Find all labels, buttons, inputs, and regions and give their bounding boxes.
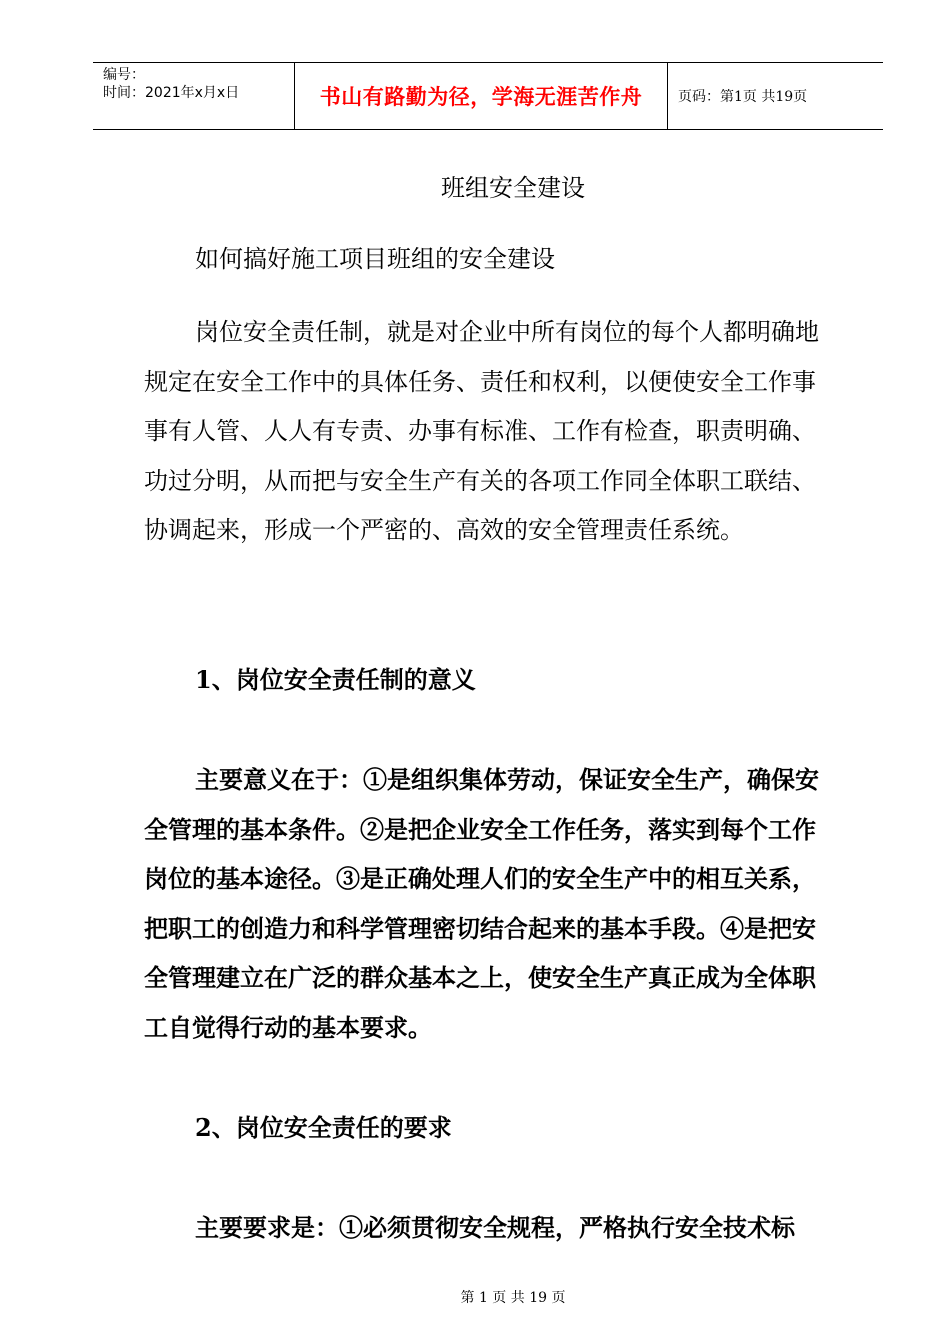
section-heading-2: 2、岗位安全责任的要求 <box>195 1113 452 1142</box>
number-label: 编号： <box>103 67 145 83</box>
paragraph-2 <box>144 755 834 1052</box>
heading-1-block <box>144 655 834 705</box>
header-motto: 书山有路勤为径，学海无涯苦作舟 <box>295 63 668 129</box>
page-header <box>93 62 883 130</box>
heading-2-block <box>144 1103 834 1153</box>
header-page-info: 页码：第1页 共19页 <box>678 89 808 105</box>
time-label: 时间：2021年x月x日 <box>103 85 240 101</box>
paragraph-1-text: 岗位安全责任制，就是对企业中所有岗位的每个人都明确地规定在安全工作中的具体任务、责任和权利，以便使安全工作事事有人管、人人有专责、办事有标准、工作有检查，职责明确、功过分明，从而把与安全生产有关的各项工作同全体职工联结、协调起来，形成一个严密的、高效的安全管理责任系统。 <box>144 318 819 544</box>
header-meta <box>93 63 295 129</box>
document-subtitle: 如何搞好施工项目班组的安全建设 <box>195 245 555 273</box>
section-heading-1: 1、岗位安全责任制的意义 <box>195 665 476 694</box>
page-footer: 第 1 页 共 19 页 <box>460 1290 566 1306</box>
paragraph-1 <box>144 308 834 556</box>
subtitle-block <box>144 235 834 285</box>
paragraph-3 <box>144 1203 834 1253</box>
paragraph-3-text: 主要要求是：①必须贯彻安全规程，严格执行安全技术标 <box>195 1213 795 1242</box>
document-title: 班组安全建设 <box>441 174 585 202</box>
paragraph-2-text: 主要意义在于：①是组织集体劳动，保证安全生产，确保安全管理的基本条件。②是把企业安全工作任务，落实到每个工作岗位的基本途径。③是正确处理人们的安全生产中的相互关系，把职工的创造力和科学管理密切结合起来的基本手段。④是把安全管理建立在广泛的群众基本之上，使安全生产真正成为全体职工自觉得行动的基本要求。 <box>144 765 819 1042</box>
